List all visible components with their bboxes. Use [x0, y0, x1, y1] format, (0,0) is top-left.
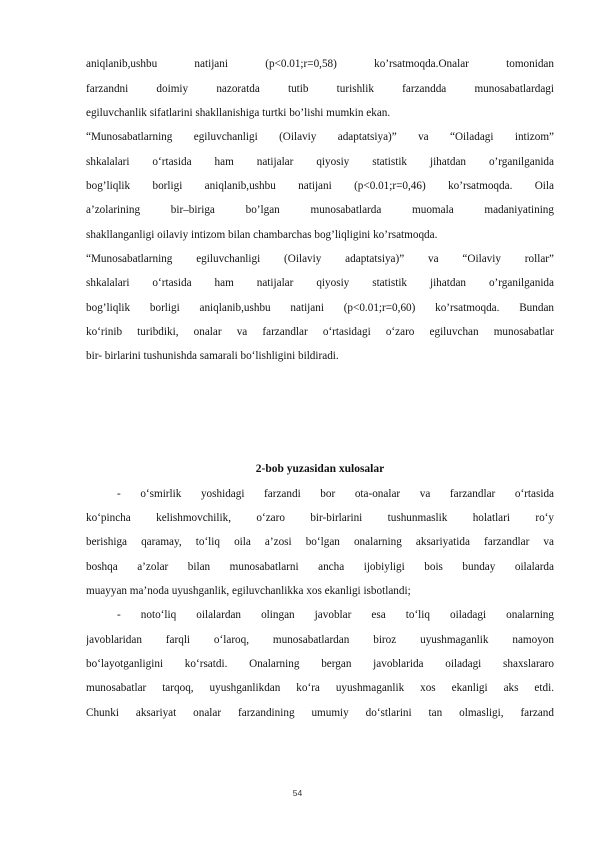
conclusion-1-line-4: boshqa a’zolar bilan munosabatlarni ancha ijobiyligi bois bunday oilalarda: [86, 561, 554, 573]
paragraph-1-line-3: egiluvchanlik sifatlarini shakllanishiga turtki bo’lishi mumkin ekan.: [86, 107, 391, 119]
conclusion-2-line-1: - noto‘liq oilalardan olingan javoblar esa to‘liq oiladagi onalarning: [117, 609, 554, 621]
paragraph-2-line-1: “Munosabatlarning egiluvchanligi (Oilaviy adaptatsiya)” va “Oiladagi intizom”: [86, 131, 554, 143]
conclusion-2-line-4: munosabatlar tarqoq, uyushganlikdan ko‘ra uyushmaganlik xos ekanligi aks etdi.: [86, 682, 554, 694]
paragraph-2-line-4: a’zolarining bir–biriga bo’lgan munosabatlarda muomala madaniyatining: [86, 204, 554, 216]
paragraph-1-line-2: farzandni doimiy nazoratda tutib turishlik farzandda munosabatlardagi: [86, 83, 554, 95]
conclusion-1-line-3: berishiga qaramay, to‘liq oila a’zosi bo‘lgan onalarning aksariyatida farzandlar va: [86, 536, 554, 548]
paragraph-2-line-3: bog’liqlik borligi aniqlanib,ushbu natijani (p<0.01;r=0,46) ko’rsatmoqda. Oila: [86, 180, 554, 192]
section-heading: 2-bob yuzasidan xulosalar: [255, 463, 385, 475]
paragraph-3-line-2: shkalalari o‘rtasida ham natijalar qiyosiy statistik jihatdan o’rganilganida: [86, 277, 554, 289]
conclusion-2-line-5: Chunki aksariyat onalar farzandining umumiy do‘stlarini tan olmasligi, farzand: [86, 707, 554, 719]
page-number: 54: [292, 788, 303, 798]
conclusion-1-line-1: - o‘smirlik yoshidagi farzandi bor ota-onalar va farzandlar o‘rtasida: [117, 488, 554, 500]
paragraph-3-line-4: ko‘rinib turibdiki, onalar va farzandlar o‘rtasidagi o‘zaro egiluvchan munosabatlar: [86, 326, 554, 338]
paragraph-1-line-1: aniqlanib,ushbu natijani (p<0.01;r=0,58) ko’rsatmoqda.Onalar tomonidan: [86, 58, 554, 70]
conclusion-2-line-2: javoblaridan farqli o‘laroq, munosabatlardan biroz uyushmaganlik namoyon: [86, 634, 554, 646]
paragraph-2-line-2: shkalalari o‘rtasida ham natijalar qiyosiy statistik jihatdan o’rganilganida: [86, 156, 554, 168]
conclusion-1-line-5: muayyan ma’noda uyushganlik, egiluvchanlikka xos ekanligi isbotlandi;: [86, 585, 411, 597]
paragraph-2-line-5: shakllanganligi oilaviy intizom bilan chambarchas bog’liqligini ko’rsatmoqda.: [86, 229, 438, 241]
paragraph-3-line-5: bir- birlarini tushunishda samarali bo‘lishligini bildiradi.: [86, 350, 339, 362]
conclusion-2-line-3: bo‘layotganligini ko‘rsatdi. Onalarning bergan javoblarida oiladagi shaxslararo: [86, 658, 554, 670]
conclusion-1-line-2: ko‘pincha kelishmovchilik, o‘zaro bir-birlarini tushunmaslik holatlari ro‘y: [86, 512, 554, 524]
paragraph-3-line-3: bog’liqlik borligi aniqlanib,ushbu natijani (p<0.01;r=0,60) ko’rsatmoqda. Bundan: [86, 302, 554, 314]
paragraph-3-line-1: “Munosabatlarning egiluvchanligi (Oilaviy adaptatsiya)” va “Oilaviy rollar”: [86, 253, 554, 265]
